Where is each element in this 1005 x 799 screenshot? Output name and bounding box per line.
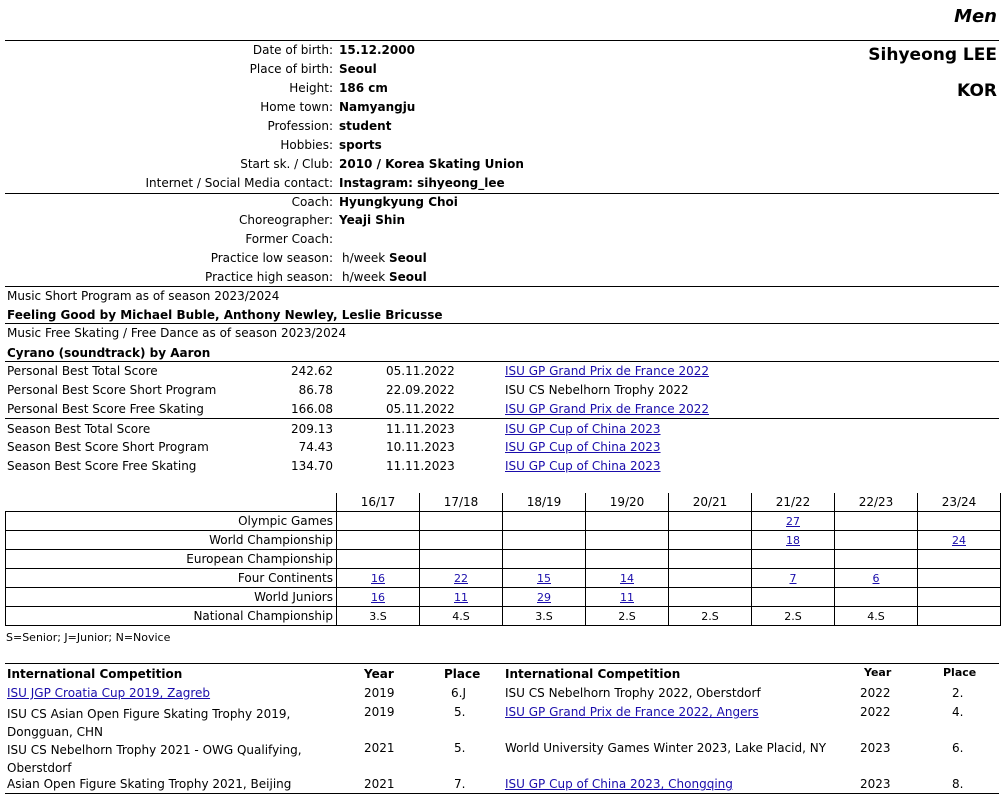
history-result-cell	[586, 588, 669, 607]
season-header-row	[6, 493, 1001, 512]
sb-fs-date: 11.11.2023	[386, 459, 455, 473]
music-sp-value: Feeling Good by Michael Buble, Anthony Newley, Leslie Bricusse	[7, 308, 443, 322]
pb-sp-label: Personal Best Score Short Program	[7, 383, 217, 397]
history-result-cell: 3.S	[503, 607, 586, 626]
sb-fs-event-link[interactable]: ISU GP Cup of China 2023	[505, 459, 661, 473]
competition-link[interactable]: ISU GP Grand Prix de France 2022, Angers	[505, 705, 759, 719]
sb-sp-label: Season Best Score Short Program	[7, 440, 209, 454]
sb-fs-label: Season Best Score Free Skating	[7, 459, 197, 473]
place-header-left: Place	[444, 667, 481, 681]
history-result-cell	[918, 569, 1001, 588]
competition-name: World University Games Winter 2023, Lake Placid, NY	[505, 741, 827, 755]
competition-name: ISU CS Nebelhorn Trophy 2021 - OWG Qualifying, Oberstdorf	[7, 743, 302, 775]
competition-link[interactable]: ISU JGP Croatia Cup 2019, Zagreb	[7, 686, 211, 700]
divider	[5, 418, 999, 419]
history-result-cell: 4.S	[835, 607, 918, 626]
pb-total-label: Personal Best Total Score	[7, 364, 158, 378]
year-header-right: Year	[864, 666, 892, 679]
pb-fs-label: Personal Best Score Free Skating	[7, 402, 204, 416]
coach-value: Hyungkyung Choi	[339, 195, 458, 209]
sb-total-date: 11.11.2023	[386, 422, 455, 436]
history-result-cell	[337, 550, 420, 569]
pb-total-score: 242.62	[291, 364, 333, 378]
competition-place: 5.	[454, 705, 466, 719]
music-fs-label: Music Free Skating / Free Dance as of season 2023/2024	[7, 326, 347, 340]
history-row-label: European Championship	[6, 550, 337, 569]
pb-fs-event-link[interactable]: ISU GP Grand Prix de France 2022	[505, 402, 710, 416]
hometown-label: Home town:	[260, 100, 333, 114]
practice-high-label: Practice high season:	[205, 270, 333, 284]
history-result-cell	[835, 531, 918, 550]
history-result-link[interactable]: 7	[789, 571, 797, 585]
sb-total-score: 209.13	[291, 422, 333, 436]
history-result-cell	[669, 588, 752, 607]
profession-value: student	[339, 119, 392, 133]
comp-header-right: International Competition	[505, 667, 681, 681]
history-result-link[interactable]: 6	[872, 571, 880, 585]
history-result-cell	[586, 512, 669, 531]
history-result-cell	[503, 550, 586, 569]
season-header: 18/19	[503, 493, 586, 512]
competition-place: 8.	[952, 777, 964, 791]
competition-place: 6.	[952, 741, 964, 755]
profession-label: Profession:	[267, 119, 333, 133]
competition-year: 2019	[364, 686, 395, 700]
divider	[5, 286, 999, 287]
season-header: 20/21	[669, 493, 752, 512]
history-result-cell: 2.S	[586, 607, 669, 626]
competition-place: 6.J	[451, 686, 466, 700]
divider	[5, 193, 999, 194]
pb-fs-date: 05.11.2022	[386, 402, 455, 416]
history-result-cell	[669, 569, 752, 588]
music-sp-label: Music Short Program as of season 2023/2024	[7, 289, 280, 303]
history-result-link[interactable]: 11	[620, 590, 634, 604]
history-result-cell	[918, 607, 1001, 626]
place-header-right: Place	[943, 666, 977, 679]
category-label: Men	[954, 6, 997, 27]
history-result-link[interactable]: 14	[620, 571, 634, 585]
history-result-cell	[503, 531, 586, 550]
social-value: Instagram: sihyeong_lee	[339, 176, 505, 190]
history-row-label: Olympic Games	[6, 512, 337, 531]
history-result-cell	[420, 569, 503, 588]
sb-total-label: Season Best Total Score	[7, 422, 151, 436]
history-result-cell	[669, 550, 752, 569]
history-result-link[interactable]: 24	[952, 533, 966, 547]
competition-year: 2021	[364, 777, 395, 791]
pb-total-event-link[interactable]: ISU GP Grand Prix de France 2022	[505, 364, 710, 378]
athlete-country: KOR	[957, 81, 997, 101]
history-row-label: World Championship	[6, 531, 337, 550]
history-result-cell	[586, 531, 669, 550]
club-value: 2010 / Korea Skating Union	[339, 157, 524, 171]
history-result-cell	[420, 531, 503, 550]
history-result-cell: 3.S	[337, 607, 420, 626]
dob-label: Date of birth:	[252, 43, 333, 57]
season-header: 21/22	[752, 493, 835, 512]
history-result-cell	[752, 512, 835, 531]
level-legend: S=Senior; J=Junior; N=Novice	[6, 631, 171, 644]
club-label: Start sk. / Club:	[240, 157, 333, 171]
history-result-link[interactable]: 27	[786, 514, 800, 528]
height-value: 186 cm	[339, 81, 388, 95]
competition-year: 2021	[364, 741, 395, 755]
history-result-link[interactable]: 15	[537, 571, 551, 585]
history-row-label: Four Continents	[6, 569, 337, 588]
header-blank	[6, 493, 337, 512]
practice-high-unit: h/week	[342, 270, 386, 284]
history-result-cell	[337, 588, 420, 607]
sb-sp-score: 74.43	[298, 440, 333, 454]
history-result-cell	[918, 531, 1001, 550]
pb-total-date: 05.11.2022	[386, 364, 455, 378]
competition-place: 2.	[952, 686, 964, 700]
history-result-cell	[835, 550, 918, 569]
history-result-cell	[918, 588, 1001, 607]
season-header: 23/24	[918, 493, 1001, 512]
competition-year: 2019	[364, 705, 395, 719]
practice-low-value: Seoul	[389, 251, 427, 265]
history-result-cell	[918, 550, 1001, 569]
competition-name: Asian Open Figure Skating Trophy 2021, Beijing	[7, 777, 292, 791]
history-result-cell	[835, 588, 918, 607]
history-result-cell	[420, 512, 503, 531]
height-label: Height:	[289, 81, 333, 95]
history-row	[6, 512, 1001, 531]
social-label: Internet / Social Media contact:	[145, 176, 333, 190]
history-result-link[interactable]: 18	[786, 533, 800, 547]
sb-fs-score: 134.70	[291, 459, 333, 473]
history-result-cell	[420, 550, 503, 569]
sb-sp-event-link[interactable]: ISU GP Cup of China 2023	[505, 440, 661, 454]
history-row	[6, 607, 1001, 626]
history-result-link[interactable]: 11	[454, 590, 468, 604]
divider	[5, 40, 999, 41]
sb-sp-date: 10.11.2023	[386, 440, 455, 454]
history-result-cell: 2.S	[669, 607, 752, 626]
history-result-cell	[918, 512, 1001, 531]
season-header: 16/17	[337, 493, 420, 512]
history-result-link[interactable]: 29	[537, 590, 551, 604]
history-result-cell	[337, 531, 420, 550]
practice-low-label: Practice low season:	[210, 251, 333, 265]
athlete-name: Sihyeong LEE	[868, 45, 997, 65]
hobbies-value: sports	[339, 138, 382, 152]
season-header: 17/18	[420, 493, 503, 512]
history-row	[6, 569, 1001, 588]
hometown-value: Namyangju	[339, 100, 416, 114]
history-result-cell	[420, 588, 503, 607]
sb-total-event-link[interactable]: ISU GP Cup of China 2023	[505, 422, 661, 436]
competition-link[interactable]: ISU GP Cup of China 2023, Chongqing	[505, 777, 733, 791]
choreographer-label: Choreographer:	[239, 213, 333, 227]
history-result-cell	[586, 569, 669, 588]
practice-high-value: Seoul	[389, 270, 427, 284]
coach-label: Coach:	[291, 195, 333, 209]
competition-place: 7.	[454, 777, 466, 791]
choreographer-value: Yeaji Shin	[339, 213, 406, 227]
season-header: 19/20	[586, 493, 669, 512]
season-header: 22/23	[835, 493, 918, 512]
pb-sp-event: ISU CS Nebelhorn Trophy 2022	[505, 383, 689, 397]
history-result-cell	[669, 512, 752, 531]
competition-year: 2023	[860, 777, 891, 791]
history-result-cell: 4.S	[420, 607, 503, 626]
history-result-cell: 2.S	[752, 607, 835, 626]
hobbies-label: Hobbies:	[280, 138, 333, 152]
history-row	[6, 588, 1001, 607]
history-result-cell	[752, 531, 835, 550]
former-coach-label: Former Coach:	[245, 232, 333, 246]
competition-year: 2022	[860, 705, 891, 719]
competition-place: 4.	[952, 705, 964, 719]
history-result-cell	[835, 569, 918, 588]
history-row	[6, 550, 1001, 569]
history-result-cell	[835, 512, 918, 531]
practice-low-unit: h/week	[342, 251, 386, 265]
music-fs-value: Cyrano (soundtrack) by Aaron	[7, 346, 211, 360]
history-result-link[interactable]: 22	[454, 571, 468, 585]
history-result-cell	[669, 531, 752, 550]
divider	[5, 793, 999, 794]
divider	[5, 663, 999, 664]
pb-fs-score: 166.08	[291, 402, 333, 416]
competition-year: 2022	[860, 686, 891, 700]
history-result-cell	[503, 512, 586, 531]
divider	[5, 361, 999, 362]
competition-place: 5.	[454, 741, 466, 755]
competition-year: 2023	[860, 741, 891, 755]
history-result-cell	[752, 569, 835, 588]
competition-name: ISU CS Asian Open Figure Skating Trophy 2019, Dongguan, CHN	[7, 707, 291, 739]
pob-label: Place of birth:	[249, 62, 333, 76]
history-row	[6, 531, 1001, 550]
history-result-cell	[752, 588, 835, 607]
history-row-label: National Championship	[6, 607, 337, 626]
history-row-label: World Juniors	[6, 588, 337, 607]
pob-value: Seoul	[339, 62, 377, 76]
competition-name: ISU CS Nebelhorn Trophy 2022, Oberstdorf	[505, 686, 761, 700]
pb-sp-score: 86.78	[298, 383, 333, 397]
history-result-cell	[337, 512, 420, 531]
history-result-cell	[503, 569, 586, 588]
season-history-table	[5, 493, 1001, 626]
history-result-link[interactable]: 16	[371, 590, 385, 604]
pb-sp-date: 22.09.2022	[386, 383, 455, 397]
history-result-cell	[586, 550, 669, 569]
divider	[5, 323, 999, 324]
dob-value: 15.12.2000	[339, 43, 415, 57]
history-result-link[interactable]: 16	[371, 571, 385, 585]
history-result-cell	[752, 550, 835, 569]
history-result-cell	[337, 569, 420, 588]
history-result-cell	[503, 588, 586, 607]
year-header-left: Year	[364, 667, 394, 681]
comp-header-left: International Competition	[7, 667, 183, 681]
